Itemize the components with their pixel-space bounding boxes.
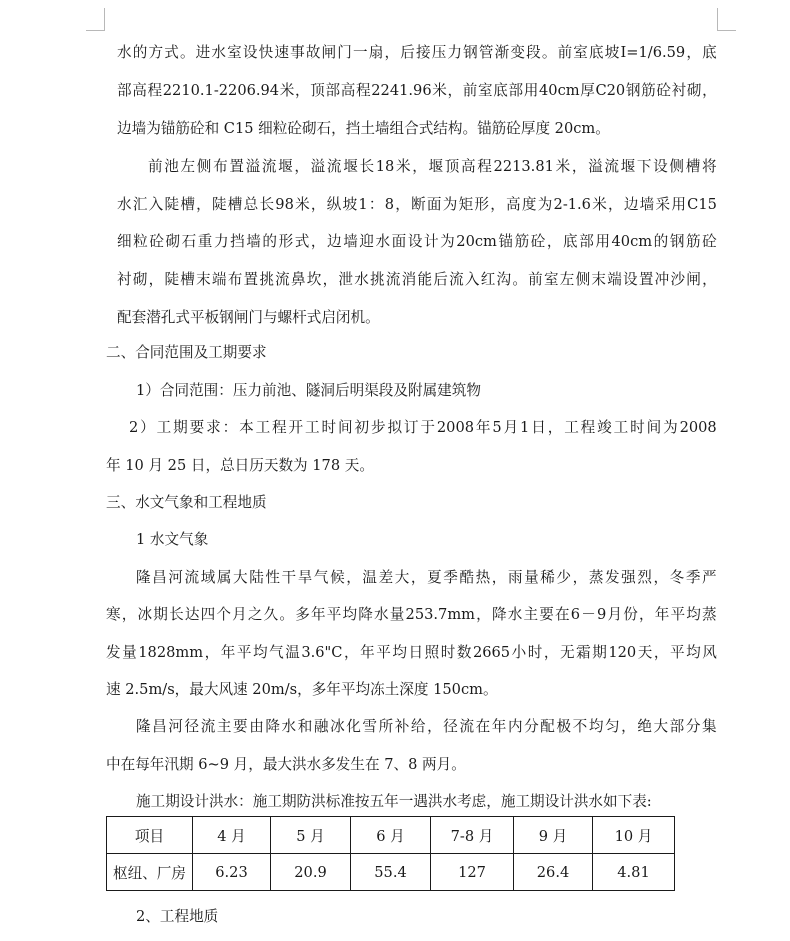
text-line: 寒 ， 冰 期 长 达 四 个 月 之 久 。 多 年 平 均 降 水 量 253.7mm ， 降 水 主 要 在 6 － 9 月 份 ， 年 平 均 蒸 <box>106 606 717 623</box>
subsection-heading: 1 水文气象 <box>136 531 209 548</box>
table-header-cell: 4 月 <box>193 817 271 854</box>
table-cell: 枢纽、厂房 <box>107 854 193 891</box>
table-caption: 施工期设计洪水：施工期防洪标准按五年一遇洪水考虑，施工期设计洪水如下表: <box>136 793 652 810</box>
table-header-cell: 9 月 <box>514 817 593 854</box>
table-header-cell: 7-8 月 <box>431 817 514 854</box>
text-line: 速 2.5m/s，最大风速 20m/s，多年平均冻土深度 150cm。 <box>106 681 498 698</box>
section-heading: 三、水文气象和工程地质 <box>106 494 267 511</box>
table-header-cell: 5 月 <box>271 817 351 854</box>
subsection-heading: 2、工程地质 <box>136 908 219 925</box>
table-header-row <box>107 817 675 854</box>
table-header-cell: 6 月 <box>351 817 431 854</box>
table-header-cell: 项目 <box>107 817 193 854</box>
table-cell: 6.23 <box>193 854 271 891</box>
table-cell: 127 <box>431 854 514 891</box>
text-line: 配套潜孔式平板钢闸门与螺杆式启闭机。 <box>117 309 380 326</box>
text-line: 隆 昌 河 流 域 属 大 陆 性 干 旱 气 候 ， 温 差 大 ， 夏 季 酷 热 ， 雨 量 稀 少 ， 蒸 发 强 烈 ， 冬 季 严 <box>136 569 717 586</box>
table-cell: 20.9 <box>271 854 351 891</box>
list-item: 1）合同范围：压力前池、隧洞后明渠段及附属建筑物 <box>136 382 481 399</box>
design-flood-table <box>106 816 675 891</box>
table-row <box>107 854 675 891</box>
text-line: 水 汇 入 陡 槽 ， 陡 槽 总 长 98 米 ， 纵 坡 1 ： 8 ， 断 面 为 矩 形 ， 高 度 为 2-1.6 米 ， 边 墙 采 用 C15 <box>117 196 717 213</box>
text-line: 水 的 方 式 。 进 水 室 设 快 速 事 故 闸 门 一 扇 ， 后 接 压 力 钢 管 渐 变 段 。 前 室 底 坡 I=1/6.59 ， 底 <box>117 44 717 61</box>
table-cell: 4.81 <box>593 854 675 891</box>
margin-corner-mark-left <box>86 8 105 31</box>
text-line: 部 高 程 2210.1-2206.94 米 ， 顶 部 高 程 2241.96 米 ， 前 室 底 部 用 40cm 厚 C20 钢 筋 砼 衬 砌 ， <box>117 82 717 99</box>
table-header-cell: 10 月 <box>593 817 675 854</box>
text-line: 细 粒 砼 砌 石 重 力 挡 墙 的 形 式 ， 边 墙 迎 水 面 设 计 为 20cm 锚 筋 砼 ， 底 部 用 40cm 的 钢 筋 砼 <box>117 233 717 250</box>
text-line: 衬 砌 ， 陡 槽 末 端 布 置 挑 流 鼻 坎 ， 泄 水 挑 流 消 能 后 流 入 红 沟 。 前 室 左 侧 末 端 设 置 冲 沙 闸 ， <box>117 271 717 288</box>
list-item: 2 ） 工 期 要 求 ： 本 工 程 开 工 时 间 初 步 拟 订 于 2008 年 5 月 1 日 ， 工 程 竣 工 时 间 为 2008 <box>129 419 717 436</box>
text-line: 边墙为锚筋砼和 C15 细粒砼砌石，挡土墙组合式结构。锚筋砼厚度 20cm。 <box>117 120 610 137</box>
text-line: 隆 昌 河 径 流 主 要 由 降 水 和 融 冰 化 雪 所 补 给 ， 径 流 在 年 内 分 配 极 不 均 匀 ， 绝 大 部 分 集 <box>136 718 717 735</box>
table-cell: 55.4 <box>351 854 431 891</box>
text-line: 前 池 左 侧 布 置 溢 流 堰 ， 溢 流 堰 长 18 米 ， 堰 顶 高 程 2213.81 米 ， 溢 流 堰 下 设 侧 槽 将 <box>148 158 717 175</box>
margin-corner-mark-right <box>717 8 736 31</box>
text-line: 年 10 月 25 日，总日历天数为 178 天。 <box>106 457 374 474</box>
text-line: 发 量 1828mm ， 年 平 均 气 温 3.6"C ， 年 平 均 日 照 时 数 2665 小 时 ， 无 霜 期 120 天 ， 平 均 风 <box>106 644 717 661</box>
text-line: 中在每年汛期 6~9 月，最大洪水多发生在 7、8 两月。 <box>106 756 466 773</box>
table-cell: 26.4 <box>514 854 593 891</box>
section-heading: 二、合同范围及工期要求 <box>106 344 267 361</box>
